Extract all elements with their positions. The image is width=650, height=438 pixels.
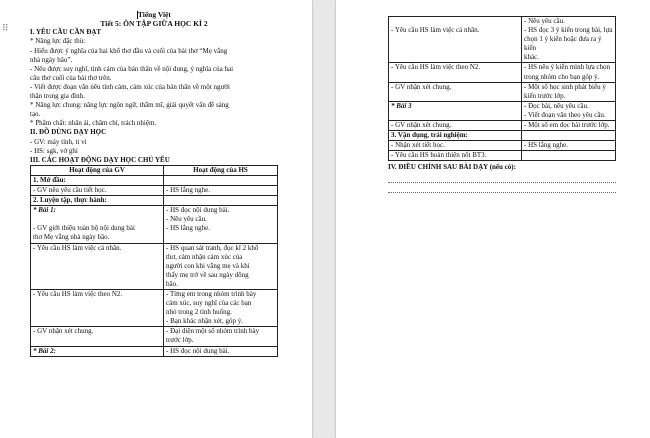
hs-cell: - Đọc bài, nêu yêu cầu. - Viết đoạn văn theo yêu cầu. bbox=[522, 101, 616, 120]
table-row bbox=[31, 327, 278, 346]
section-2-heading: II. ĐỒ DÙNG DẠY HỌC bbox=[30, 128, 107, 137]
table-row bbox=[31, 175, 278, 185]
hs-cell bbox=[522, 151, 616, 161]
text-line: - Nêu được suy nghĩ, tình cảm của bản thân về nội dung, ý nghĩa của hai bbox=[30, 64, 234, 73]
text-line: * Phẩm chất: nhân ái, chăm chỉ, trách nhiệm. bbox=[30, 119, 157, 128]
gv-cell bbox=[389, 101, 522, 120]
hs-cell: - Nêu yêu cầu. - HS đọc 3 ý kiến trong bài, lựa chọn 1 ý kiến hoặc đưa ra ý kiến khác. bbox=[522, 17, 616, 63]
gv-text: 3. Vận dụng, trải nghiệm: bbox=[391, 131, 468, 140]
hs-cell: - HS quan sát tranh, đọc kĩ 2 khổ thơ, cảm nhận cảm xúc của người con khi vắng mẹ và khi thấy mẹ trở về sau ngày dông bão. bbox=[164, 243, 278, 289]
table-row bbox=[31, 196, 278, 206]
hs-cell bbox=[522, 131, 616, 141]
gv-text: - GV nhận xét chung. bbox=[33, 327, 94, 336]
gv-cell bbox=[31, 206, 164, 243]
text-line: - GV: máy tính, ti vi bbox=[30, 137, 87, 146]
gv-cell bbox=[389, 17, 522, 63]
section-1-heading: I. YÊU CẦU CẦN ĐẠT bbox=[30, 28, 102, 37]
gv-text: - GV nhận xét chung. bbox=[391, 121, 452, 130]
header-hs: Hoạt động của HS bbox=[164, 165, 278, 175]
hs-cell: - HS nêu ý kiến mình lựa chọn trong nhóm cho bạn góp ý. bbox=[522, 63, 616, 82]
text-line: * Năng lực chung: năng lực ngôn ngữ, thẩm mĩ, giải quyết vấn đề sáng bbox=[30, 101, 229, 110]
gv-cell bbox=[31, 290, 164, 327]
hs-cell: - Đại diện một số nhóm trình bày trước lớp. bbox=[164, 327, 278, 346]
gv-cell bbox=[389, 131, 522, 141]
hs-cell: - Một số học sinh phát biểu ý kiến trước lớp. bbox=[522, 82, 616, 101]
header-gv: Hoạt động của GV bbox=[31, 165, 164, 175]
gv-text: - Yêu cầu HS làm việc cá nhân. bbox=[391, 26, 480, 35]
gv-text: - GV nêu yêu cầu tiết học. bbox=[33, 185, 107, 194]
document-page-1 bbox=[0, 0, 312, 438]
gv-text: 2. Luyện tập, thực hành: bbox=[33, 196, 107, 205]
table-row bbox=[31, 206, 278, 243]
gv-cell bbox=[389, 63, 522, 82]
page-1-content bbox=[30, 10, 278, 357]
gv-text: - Yêu cầu HS làm việc cá nhân. bbox=[33, 243, 122, 252]
move-handle-icon[interactable]: ⠿ bbox=[2, 24, 9, 34]
gv-cell bbox=[389, 121, 522, 131]
table-row bbox=[389, 63, 616, 82]
table-row bbox=[31, 346, 278, 356]
table-row bbox=[389, 131, 616, 141]
subject-text: Tiếng Việt bbox=[137, 10, 171, 19]
table-row bbox=[389, 141, 616, 151]
activities-table-page-1 bbox=[30, 165, 278, 357]
gv-text: - Yêu cầu HS làm việc theo N2. bbox=[391, 63, 481, 72]
subject-title bbox=[30, 10, 278, 19]
section-2-body bbox=[30, 138, 278, 156]
table-row bbox=[389, 17, 616, 63]
exercise-label: * Bài 1: bbox=[33, 206, 56, 215]
section-3-heading: III. CÁC HOẠT ĐỘNG DẠY HỌC CHỦ YẾU bbox=[30, 155, 170, 164]
hs-cell: - HS lắng nghe. bbox=[164, 185, 278, 195]
gv-text: - GV nhận xét chung. bbox=[391, 82, 452, 91]
gv-cell bbox=[31, 346, 164, 356]
text-line: tạo. bbox=[30, 110, 41, 119]
hs-cell: - HS đọc nội dung bài. bbox=[164, 346, 278, 356]
hs-cell bbox=[164, 175, 278, 185]
text-line: câu thơ cuối của bài thơ trên. bbox=[30, 73, 112, 82]
document-page-2 bbox=[336, 0, 650, 438]
table-row bbox=[389, 121, 616, 131]
table-row bbox=[31, 290, 278, 327]
text-line: nhà ngày bão”. bbox=[30, 55, 73, 64]
section-1-body bbox=[30, 37, 278, 128]
text-line: - HS: sgk, vở ghi bbox=[30, 146, 78, 155]
gv-text: 1. Mở đầu: bbox=[33, 175, 66, 184]
exercise-label: * Bài 2: bbox=[33, 346, 56, 355]
table-row bbox=[31, 243, 278, 289]
hs-cell: - HS đọc nội dung bài. - Nêu yêu cầu. - HS lắng nghe. bbox=[164, 206, 278, 243]
gv-cell bbox=[31, 175, 164, 185]
text-line: * Năng lực đặc thù: bbox=[30, 37, 86, 46]
table-header-row bbox=[31, 165, 278, 175]
hs-cell bbox=[164, 196, 278, 206]
gv-cell bbox=[31, 196, 164, 206]
page-2-content bbox=[388, 16, 616, 193]
table-row bbox=[31, 185, 278, 195]
gv-text: - Nhận xét tiết học. bbox=[391, 141, 445, 150]
table-row bbox=[389, 151, 616, 161]
activities-table-page-2 bbox=[388, 16, 616, 161]
text-line: thân trong gia đình. bbox=[30, 92, 85, 101]
gv-text: - Yêu cầu HS hoàn thiện nốt BT3. bbox=[391, 151, 487, 160]
dotted-line bbox=[388, 174, 616, 183]
gv-cell bbox=[389, 82, 522, 101]
text-line: - Hiểu được ý nghĩa của hai khổ thơ đầu và cuối của bài thơ “Mẹ vắng bbox=[30, 46, 228, 55]
hs-cell: - HS lắng nghe. bbox=[522, 141, 616, 151]
table-row bbox=[389, 82, 616, 101]
gv-text: - Yêu cầu HS làm việc theo N2. bbox=[33, 290, 123, 298]
hs-cell: - Từng em trong nhóm trình bày cảm xúc, suy nghĩ của các bạn nhỏ trong 2 tình huống. - Bạn khác nhận xét, góp ý. bbox=[164, 290, 278, 327]
text-line: - Viết được đoạn văn nêu tình cảm, cảm xúc của bản thân về một người bbox=[30, 82, 230, 91]
section-4-heading: IV. ĐIỀU CHỈNH SAU BÀI DẠY (nếu có): bbox=[388, 163, 516, 172]
exercise-label: * Bài 3 bbox=[391, 101, 412, 110]
gv-text: - GV giới thiệu toàn bộ nội dung bài thơ Mẹ vắng nhà ngày bão. bbox=[33, 224, 135, 242]
gv-cell bbox=[389, 141, 522, 151]
gv-cell bbox=[31, 327, 164, 346]
hs-cell: - Một số em đọc bài trước lớp. bbox=[522, 121, 616, 131]
gv-cell bbox=[31, 185, 164, 195]
gv-cell bbox=[389, 151, 522, 161]
gv-cell bbox=[31, 243, 164, 289]
table-row bbox=[389, 101, 616, 120]
lesson-title: Tiết 5: ÔN TẬP GIỮA HỌC KÌ 2 bbox=[100, 19, 208, 29]
dotted-line bbox=[388, 184, 616, 193]
